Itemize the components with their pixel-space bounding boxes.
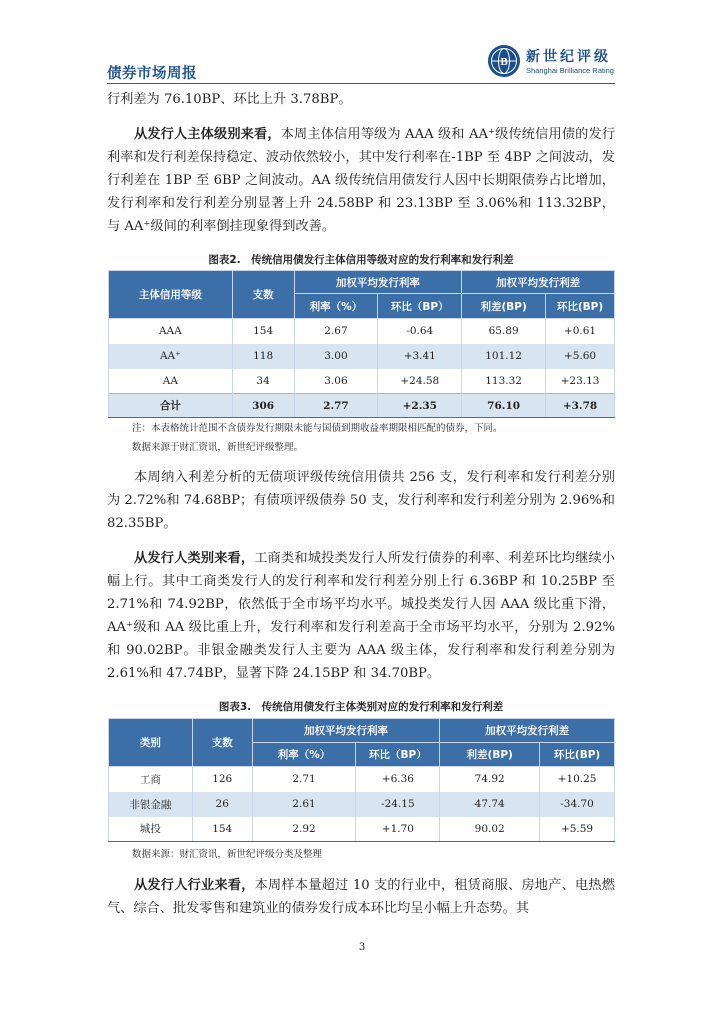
table3-header-count: 支数 — [192, 719, 252, 767]
paragraph-rating-level — [107, 123, 615, 238]
logo-name-en: Shanghai Brilliance Rating — [526, 66, 614, 75]
table2-source: 数据来源于财汇资讯，新世纪评级整理。 — [132, 442, 304, 453]
table2-header-rate-group: 加权平均发行利率 — [294, 271, 462, 294]
table-cell: +6.36 — [356, 767, 440, 792]
table-cell: 2.61 — [252, 792, 356, 817]
table-cell: 26 — [192, 792, 252, 817]
table3-source: 数据来源：财汇资讯，新世纪评级分类及整理 — [132, 849, 323, 860]
paragraph-industry — [107, 874, 615, 920]
table-cell: -0.64 — [378, 319, 462, 344]
table-row — [109, 792, 615, 817]
table3-type-spreads — [108, 718, 615, 842]
table-cell: 工商 — [109, 767, 193, 792]
table-cell: 2.77 — [294, 394, 378, 418]
paragraph-lead: 从发行人行业来看， — [134, 878, 255, 893]
paragraph-text: 本周纳入利差分析的无债项评级传统信用债共 256 支，发行利率和发行利差分别为 2.72%和 74.68BP；有债项评级债券 50 支，发行利率和发行利差分别为 2.96%和 82.35BP。 — [107, 470, 615, 531]
table-cell: +3.41 — [378, 344, 462, 369]
table3-header-rate: 利率（%） — [252, 743, 356, 767]
paragraph-issuer-type — [107, 547, 615, 685]
table-cell: 47.74 — [440, 792, 540, 817]
paragraph-text: 工商类和城投类发行人所发行债券的利率、利差环比均继续小幅上行。其中工商类发行人的发行利率和发行利差分别上行 6.36BP 和 10.25BP 至 2.71%和 74.92BP，依然低于全市场平均水平。城投类发行人因 AAA 级比重下滑，AA⁺级和 AA 级比重上升，发行利率和发行利差高于全市场平均水平，分别为 2.92%和 90.02BP。非银金融类发行人主要为 AAA 级主体，发行利率和发行利差分别为 2.61%和 47.74BP，显著下降 24.15BP 和 34.70BP。 — [107, 551, 615, 681]
table2-note: 注：本表格统计范围不含债券发行期限未能与国债到期收益率期限相匹配的债券，下同。 — [132, 423, 503, 434]
table2-header-rate: 利率（%） — [294, 294, 378, 319]
table3-header-spread-group: 加权平均发行利差 — [440, 719, 615, 743]
table2-caption: 图表2. 传统信用债发行主体信用等级对应的发行利率和发行利差 — [208, 254, 514, 266]
table-cell: +5.59 — [540, 817, 615, 842]
brand-logo — [487, 44, 617, 80]
table-cell: 2.67 — [294, 319, 378, 344]
table-cell: AA⁺ — [109, 344, 233, 369]
paragraph-text: 本周样本量超过 10 支的行业中，租赁商服、房地产、电热燃气、综合、批发零售和建筑业的债券发行成本环比均呈小幅上升态势。其 — [107, 878, 615, 916]
paragraph-lead: 从发行人类别来看， — [134, 551, 255, 566]
paragraph-continued — [107, 88, 615, 111]
table-cell: 城投 — [109, 817, 193, 842]
table-cell: 2.71 — [252, 767, 356, 792]
table-cell: 非银金融 — [109, 792, 193, 817]
table-cell: 118 — [232, 344, 294, 369]
table-cell: 76.10 — [462, 394, 546, 418]
table3-header-rate-group: 加权平均发行利率 — [252, 719, 440, 743]
table-cell: +3.78 — [546, 394, 615, 418]
paragraph-rated-vs-unrated — [107, 466, 615, 535]
logo-name-cn: 新世纪评级 — [526, 49, 611, 65]
table-cell: +24.58 — [378, 369, 462, 394]
table2-header-rate-change: 环比（BP） — [378, 294, 462, 319]
table-cell: +0.61 — [546, 319, 615, 344]
table-cell: +10.25 — [540, 767, 615, 792]
table-cell: AAA — [109, 319, 233, 344]
table-cell: 合计 — [109, 394, 233, 418]
table-cell: AA — [109, 369, 233, 394]
table-cell: 34 — [232, 369, 294, 394]
table-row — [109, 344, 615, 369]
table-cell: 2.92 — [252, 817, 356, 842]
table2-header-spread-group: 加权平均发行利差 — [462, 271, 615, 294]
logo-globe-icon — [487, 44, 521, 78]
page-number: 3 — [358, 942, 366, 953]
table-cell: 3.06 — [294, 369, 378, 394]
table-cell: +5.60 — [546, 344, 615, 369]
paragraph-text: 本周主体信用等级为 AAA 级和 AA⁺级传统信用债的发行利率和发行利差保持稳定、波动依然较小，其中发行利率在-1BP 至 4BP 之间波动，发行利差在 1BP 至 6BP 之间波动。AA 级传统信用债发行人因中长期限债券占比增加，发行利率和发行利差分别显著上升 24.58BP 和 23.13BP 至 3.06%和 113.32BP，与 AA⁺级间的利率倒挂现象得到改善。 — [107, 127, 616, 234]
table-row — [109, 767, 615, 792]
table-cell: 154 — [192, 817, 252, 842]
report-title: 债券市场周报 — [107, 66, 197, 82]
table-cell: -24.15 — [356, 792, 440, 817]
table-total-row — [109, 394, 615, 418]
table-row — [109, 369, 615, 394]
table-cell: 154 — [232, 319, 294, 344]
table-cell: 101.12 — [462, 344, 546, 369]
table3-header-spread-change: 环比(BP) — [540, 743, 615, 767]
table3-header-rate-change: 环比（BP） — [356, 743, 440, 767]
table-cell: 126 — [192, 767, 252, 792]
table3-caption: 图表3. 传统信用债发行主体类别对应的发行利率和发行利差 — [218, 701, 504, 713]
table-cell: +1.70 — [356, 817, 440, 842]
table3-header-type: 类别 — [109, 719, 193, 767]
table-row — [109, 817, 615, 842]
table-cell: -34.70 — [540, 792, 615, 817]
paragraph-lead: 从发行人主体级别来看， — [134, 127, 281, 142]
table2-header-count: 支数 — [232, 271, 294, 319]
table-cell: 74.92 — [440, 767, 540, 792]
table-cell: 306 — [232, 394, 294, 418]
header-divider — [107, 83, 615, 84]
table2-header-spread: 利差(BP) — [462, 294, 546, 319]
table-cell: +2.35 — [378, 394, 462, 418]
table-cell: 3.00 — [294, 344, 378, 369]
table2-rating-spreads — [108, 270, 615, 418]
table-cell: 90.02 — [440, 817, 540, 842]
table-cell: 113.32 — [462, 369, 546, 394]
svg-text:B: B — [500, 56, 508, 68]
table-row — [109, 319, 615, 344]
table2-header-spread-change: 环比(BP) — [546, 294, 615, 319]
table-cell: +23.13 — [546, 369, 615, 394]
paragraph-text: 行利差为 76.10BP、环比上升 3.78BP。 — [107, 92, 352, 107]
table-cell: 65.89 — [462, 319, 546, 344]
table2-header-rating: 主体信用等级 — [109, 271, 233, 319]
table3-header-spread: 利差(BP) — [440, 743, 540, 767]
